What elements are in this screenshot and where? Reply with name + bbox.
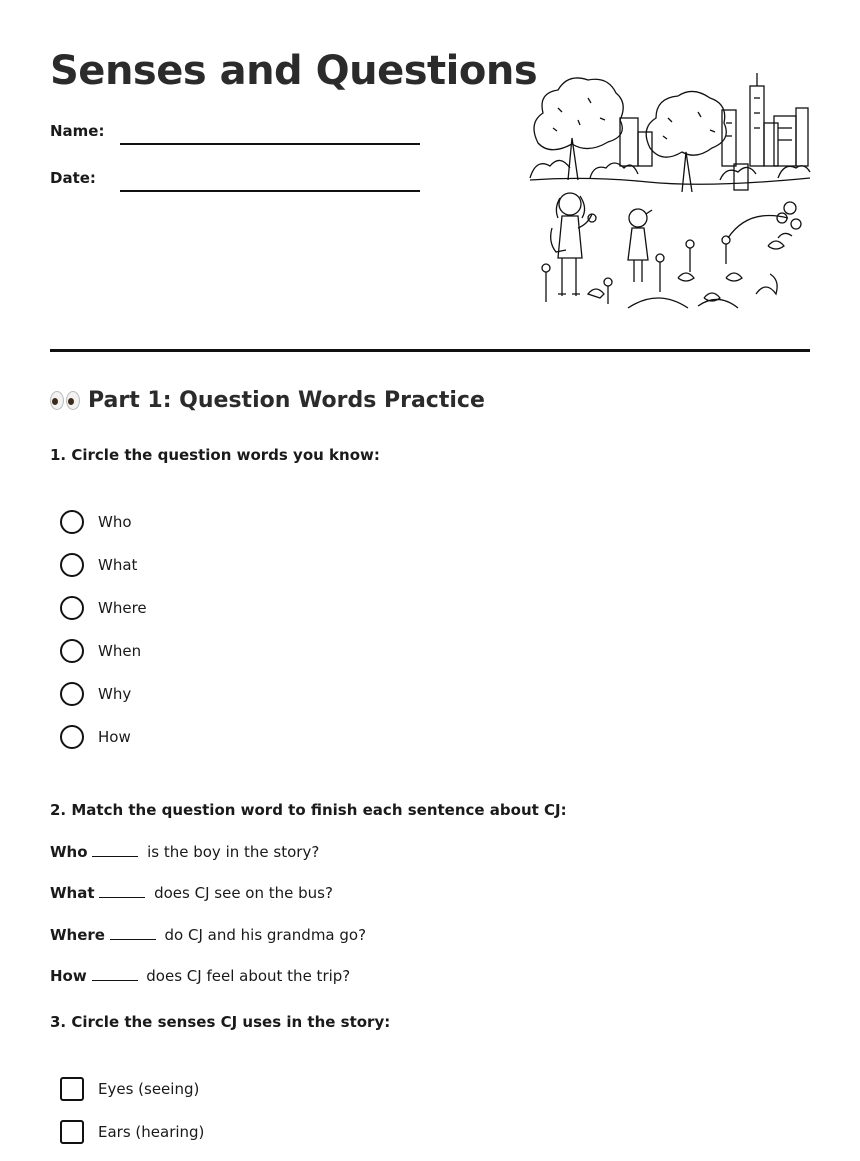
girl-figure <box>551 193 596 296</box>
sentence-where <box>50 926 366 944</box>
option-label: Why <box>98 685 132 703</box>
option-what[interactable] <box>60 553 137 577</box>
circle-icon[interactable] <box>60 725 84 749</box>
option-ears[interactable] <box>60 1120 204 1144</box>
question-word: Who <box>50 843 88 861</box>
option-eyes[interactable] <box>60 1077 199 1101</box>
flowers <box>542 202 801 308</box>
sentence-what <box>50 884 333 902</box>
question3-prompt: 3. Circle the senses CJ uses in the story: <box>50 1013 391 1031</box>
option-how[interactable] <box>60 725 131 749</box>
sentence-rest: is the boy in the story? <box>147 843 320 861</box>
answer-blank[interactable] <box>110 938 156 940</box>
option-label: How <box>98 728 131 746</box>
circle-icon[interactable] <box>60 682 84 706</box>
question1-prompt: 1. Circle the question words you know: <box>50 446 380 464</box>
tree-right <box>646 91 726 192</box>
answer-blank[interactable] <box>99 896 145 898</box>
sentence-rest: does CJ see on the bus? <box>154 884 333 902</box>
question-word: Where <box>50 926 105 944</box>
date-line[interactable] <box>120 190 420 192</box>
part1-title <box>50 388 485 413</box>
child-figure <box>628 209 652 282</box>
name-label: Name: <box>50 122 105 140</box>
option-who[interactable] <box>60 510 132 534</box>
checkbox-icon[interactable] <box>60 1077 84 1101</box>
option-label: What <box>98 556 138 574</box>
circle-icon[interactable] <box>60 553 84 577</box>
circle-icon[interactable] <box>60 596 84 620</box>
option-where[interactable] <box>60 596 147 620</box>
worksheet-title: Senses and Questions <box>50 48 538 94</box>
option-label: Where <box>98 599 147 617</box>
eyes-icon <box>50 391 80 410</box>
option-label: When <box>98 642 142 660</box>
sentence-rest: do CJ and his grandma go? <box>164 926 367 944</box>
option-why[interactable] <box>60 682 131 706</box>
sentence-how <box>50 967 350 985</box>
option-label: Eyes (seeing) <box>98 1080 200 1098</box>
checkbox-icon[interactable] <box>60 1120 84 1144</box>
section-divider <box>50 349 810 352</box>
answer-blank[interactable] <box>92 979 138 981</box>
option-label: Who <box>98 513 132 531</box>
sentence-rest: does CJ feel about the trip? <box>146 967 351 985</box>
option-when[interactable] <box>60 639 141 663</box>
city-skyline <box>620 73 808 166</box>
question-word: How <box>50 967 87 985</box>
question2-prompt: 2. Match the question word to finish each sentence about CJ: <box>50 801 567 819</box>
option-label: Ears (hearing) <box>98 1123 205 1141</box>
park-illustration <box>528 68 812 313</box>
answer-blank[interactable] <box>92 855 138 857</box>
name-line[interactable] <box>120 143 420 145</box>
sentence-who <box>50 843 319 861</box>
date-label: Date: <box>50 169 96 187</box>
question-word: What <box>50 884 95 902</box>
circle-icon[interactable] <box>60 639 84 663</box>
part1-title-text: Part 1: Question Words Practice <box>88 388 485 413</box>
circle-icon[interactable] <box>60 510 84 534</box>
